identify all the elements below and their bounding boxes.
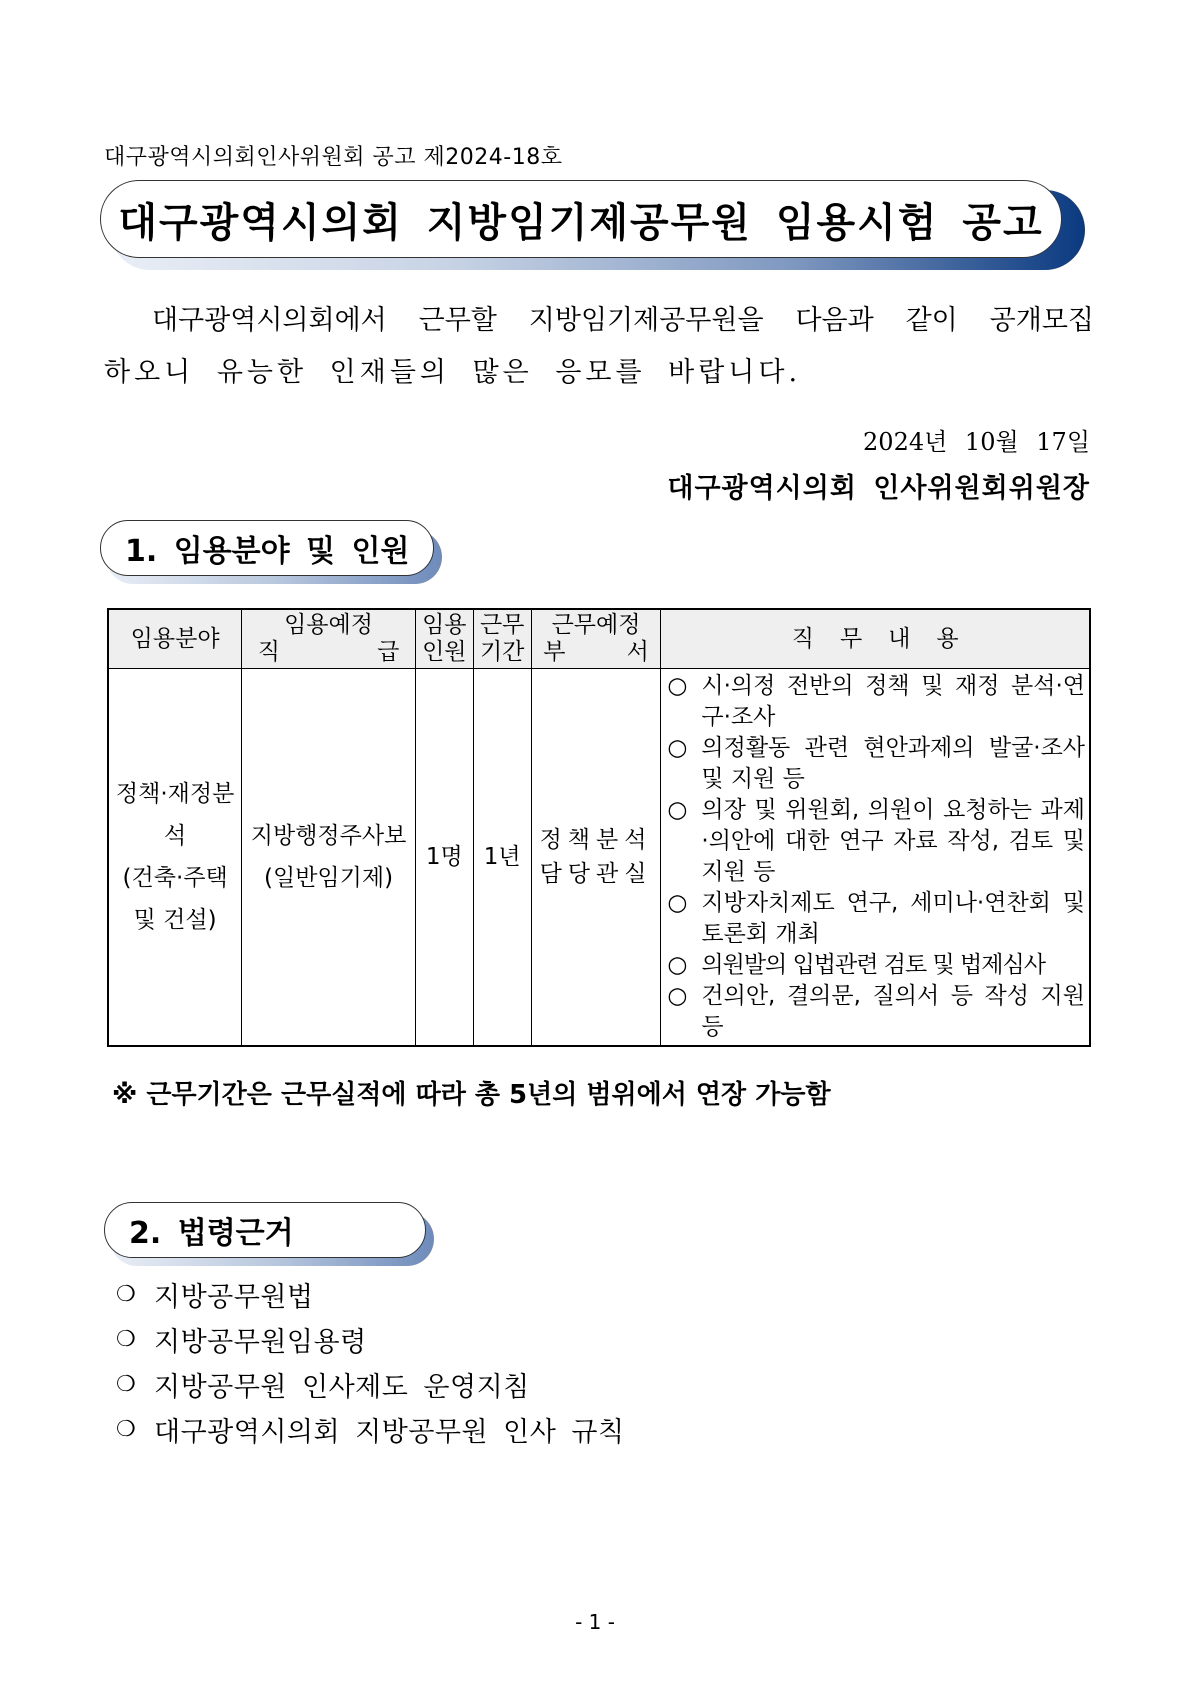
- cell-grade: 지방행정주사보 (일반임기제): [242, 669, 416, 1047]
- section-1-title: 1. 임용분야 및 인원: [125, 534, 410, 569]
- page-number: - 1 -: [575, 1610, 615, 1634]
- extension-note: ※ 근무기간은 근무실적에 따라 총 5년의 범위에서 연장 가능함: [112, 1080, 831, 1110]
- header-duties: 직무내용: [661, 609, 1090, 669]
- table-header-row: [108, 609, 1090, 669]
- section-1-header: [100, 520, 442, 584]
- cell-dept: 정책분석 담당관실: [531, 669, 661, 1047]
- list-item: ○ 의원발의 입법관련 검토 및 법제심사: [667, 950, 1085, 981]
- recruitment-table: [107, 608, 1091, 1047]
- header-dept: 근무예정 부 서: [531, 609, 661, 669]
- header-field: 임용분야: [108, 609, 242, 669]
- intro-line-2: 하오니 유능한 인재들의 많은 응모를 바랍니다.: [104, 357, 802, 388]
- circle-bullet-icon: ❍: [116, 1372, 137, 1397]
- cell-duties: [661, 669, 1090, 1047]
- list-item: ❍ 지방공무원법: [116, 1282, 314, 1313]
- notice-number: 대구광역시의회인사위원회 공고 제2024-18호: [104, 145, 563, 170]
- circle-bullet-icon: ○: [667, 735, 688, 761]
- cell-period: 1년: [473, 669, 531, 1047]
- circle-bullet-icon: ○: [667, 673, 688, 699]
- circle-bullet-icon: ❍: [116, 1327, 137, 1352]
- list-item: ○ 의정활동 관련 현안과제의 발굴·조사 및 지원 등: [667, 733, 1085, 795]
- intro-paragraph: [104, 295, 1094, 399]
- cell-field: 정책·재정분석 (건축·주택 및 건설): [108, 669, 242, 1047]
- issuer: 대구광역시의회 인사위원회위원장: [667, 473, 1090, 504]
- list-item: ○ 지방자치제도 연구, 세미나·연찬회 및 토론회 개최: [667, 888, 1085, 950]
- list-item: ○ 시·의정 전반의 정책 및 재정 분석·연구·조사: [667, 671, 1085, 733]
- law-list: [116, 1272, 625, 1452]
- section-2-header: [104, 1202, 434, 1266]
- intro-line-1: 대구광역시의회에서 근무할 지방임기제공무원을 다음과 같이 공개모집: [152, 305, 1094, 336]
- header-count: 임용 인원: [415, 609, 473, 669]
- list-item: ❍ 지방공무원임용령: [116, 1327, 367, 1358]
- cell-count: 1명: [415, 669, 473, 1047]
- header-grade: 임용예정 직 급: [242, 609, 416, 669]
- notice-date: 2024년 10월 17일: [863, 428, 1090, 456]
- list-item: ❍ 대구광역시의회 지방공무원 인사 규칙: [116, 1417, 625, 1448]
- list-item: ○ 건의안, 결의문, 질의서 등 작성 지원 등: [667, 981, 1085, 1043]
- list-item: ❍ 지방공무원 인사제도 운영지침: [116, 1372, 530, 1403]
- page-title: 대구광역시의회 지방임기제공무원 임용시험 공고: [118, 199, 1044, 246]
- title-banner: [100, 180, 1085, 270]
- circle-bullet-icon: ❍: [116, 1282, 137, 1307]
- table-row: [108, 669, 1090, 1047]
- section-2-header-box: [104, 1202, 426, 1258]
- circle-bullet-icon: ○: [667, 890, 688, 916]
- circle-bullet-icon: ❍: [116, 1417, 137, 1442]
- section-1-header-box: [100, 520, 434, 576]
- list-item: ○ 의장 및 위원회, 의원이 요청하는 과제·의안에 대한 연구 자료 작성, 검토 및 지원 등: [667, 795, 1085, 888]
- header-period: 근무 기간: [473, 609, 531, 669]
- section-2-title: 2. 법령근거: [129, 1216, 294, 1251]
- circle-bullet-icon: ○: [667, 983, 688, 1009]
- circle-bullet-icon: ○: [667, 952, 688, 978]
- duty-list: [661, 669, 1089, 1045]
- title-box: [100, 180, 1062, 258]
- circle-bullet-icon: ○: [667, 797, 688, 823]
